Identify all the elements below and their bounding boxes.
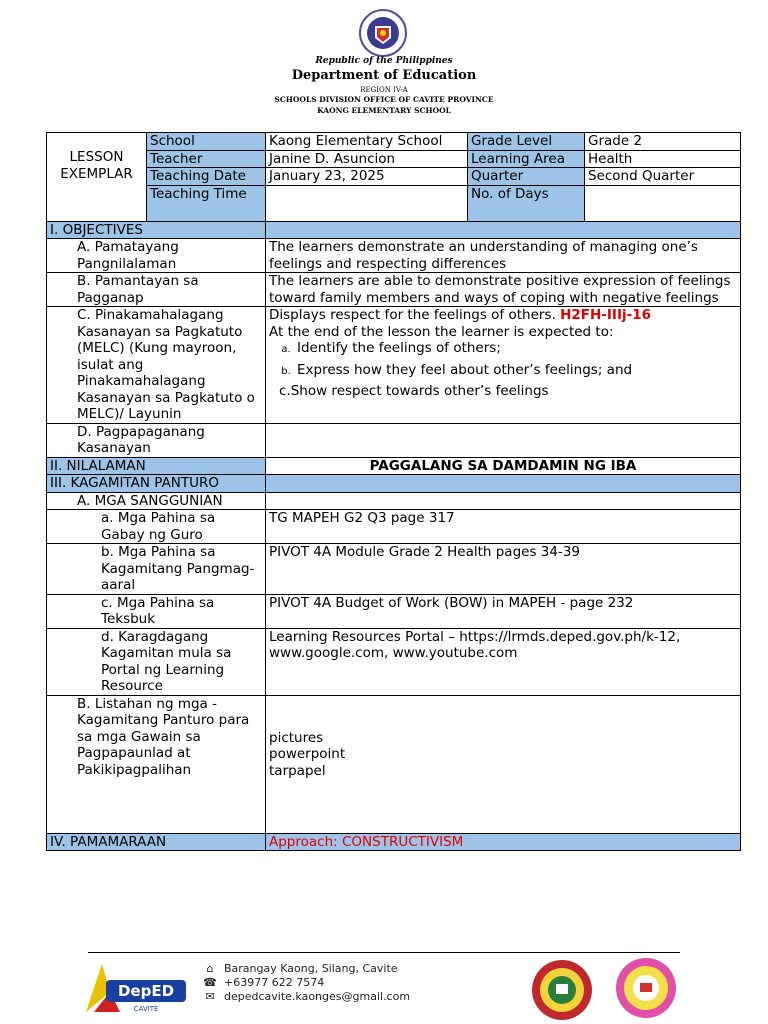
no-of-days-label: No. of Days bbox=[468, 185, 585, 221]
nilalaman-value: PAGGALANG SA DAMDAMIN NG IBA bbox=[266, 457, 741, 475]
karagdagang-label: d. Karagdagang Kagamitan mula sa Portal ng Learning Resource bbox=[47, 628, 266, 695]
teacher-value: Janine D. Asuncion bbox=[266, 150, 468, 168]
footer-email: depedcavite.kaonges@gmail.com bbox=[224, 990, 411, 1003]
department-title: Department of Education bbox=[291, 68, 477, 83]
teksbuk-value: PIVOT 4A Budget of Work (BOW) in MAPEH - page 232 bbox=[266, 594, 741, 628]
republic-title: Republic of the Philippines bbox=[315, 56, 453, 66]
footer-phone: +63977 622 7574 bbox=[224, 976, 325, 989]
sanggunian-label: A. MGA SANGGUNIAN bbox=[47, 492, 266, 510]
school-seal-logo bbox=[530, 958, 594, 1022]
pangmag-aaral-label: b. Mga Pahina sa Kagamitang Pangmag-aaral bbox=[47, 544, 266, 595]
quarter-value: Second Quarter bbox=[585, 168, 741, 186]
footer-contact bbox=[202, 962, 410, 1004]
deped-cavite-logo bbox=[80, 962, 190, 1014]
pagpapaganang-value bbox=[266, 423, 741, 457]
pamantayan-label: B. Pamantayan sa Pagganap bbox=[47, 273, 266, 307]
teaching-time-label: Teaching Time bbox=[147, 185, 266, 221]
logo-text: DepED bbox=[117, 982, 175, 1000]
footer-divider bbox=[88, 952, 680, 953]
pamamaraan-heading: IV. PAMAMARAAN bbox=[47, 833, 266, 851]
teaching-time-value bbox=[266, 185, 468, 221]
list-item: a. Identify the feelings of others; bbox=[281, 340, 501, 356]
lesson-exemplar-label: LESSON EXEMPLAR bbox=[47, 133, 147, 222]
grade-level-label: Grade Level bbox=[468, 133, 585, 151]
list-item: pictures bbox=[269, 729, 324, 746]
learning-area-value: Health bbox=[585, 150, 741, 168]
gabay-value: TG MAPEH G2 Q3 page 317 bbox=[266, 510, 741, 544]
teaching-date-value: January 23, 2025 bbox=[266, 168, 468, 186]
karagdagang-value: Learning Resources Portal – https://lrmds.deped.gov.ph/k-12, www.google.com, www.youtube.com bbox=[266, 628, 741, 695]
school-label: School bbox=[147, 133, 266, 151]
listahan-value bbox=[266, 695, 741, 833]
teacher-label: Teacher bbox=[147, 150, 266, 168]
list-item: b. Express how they feel about other’s feelings; and bbox=[281, 361, 633, 378]
teksbuk-label: c. Mga Pahina sa Teksbuk bbox=[47, 594, 266, 628]
melc-intro: At the end of the lesson the learner is expected to: bbox=[269, 323, 614, 340]
school-badge-logo bbox=[607, 956, 685, 1020]
deped-seal-logo bbox=[353, 8, 413, 58]
phone-icon: ☎ bbox=[203, 976, 217, 989]
pangmag-aaral-value: PIVOT 4A Module Grade 2 Health pages 34-39 bbox=[266, 544, 741, 595]
region-text: REGION IV-A bbox=[360, 86, 408, 94]
grade-level-value: Grade 2 bbox=[585, 133, 741, 151]
learning-area-label: Learning Area bbox=[468, 150, 585, 168]
lesson-exemplar-table bbox=[46, 132, 741, 851]
location-pin-icon: ⌂ bbox=[206, 962, 214, 975]
envelope-icon: ✉ bbox=[205, 990, 215, 1003]
footer-address: Barangay Kaong, Silang, Cavite bbox=[224, 962, 398, 975]
melc-code: H2FH-IIIj-16 bbox=[560, 307, 651, 323]
pagpapaganang-label: D. Pagpapaganang Kasanayan bbox=[47, 423, 266, 457]
pamamaraan-value: Approach: CONSTRUCTIVISM bbox=[266, 833, 741, 851]
kagamitan-heading: III. KAGAMITAN PANTURO bbox=[47, 475, 266, 493]
division-text: SCHOOLS DIVISION OFFICE OF CAVITE PROVINCE bbox=[274, 95, 494, 104]
nilalaman-heading: II. NILALAMAN bbox=[47, 457, 266, 475]
quarter-label: Quarter bbox=[468, 168, 585, 186]
listahan-label: B. Listahan ng mga - Kagamitang Panturo para sa mga Gawain sa Pagpapaunlad at Pakikipagpalihan bbox=[47, 695, 266, 833]
pamatayang-value: The learners demonstrate an understanding of managing one’s feelings and respecting differences bbox=[266, 239, 741, 273]
list-item: tarpapel bbox=[269, 762, 326, 779]
school-value: Kaong Elementary School bbox=[266, 133, 468, 151]
melc-label: C. Pinakamahalagang Kasanayan sa Pagkatuto (MELC) (Kung mayroon, isulat ang Pinakamahalagang Kasanayan sa Pagkatuto o MELC)/ Layunin bbox=[47, 307, 266, 424]
list-item: powerpoint bbox=[269, 746, 346, 762]
school-name-header: KAONG ELEMENTARY SCHOOL bbox=[317, 106, 451, 115]
melc-value-cell bbox=[266, 307, 741, 424]
no-of-days-value bbox=[585, 185, 741, 221]
melc-objective-list bbox=[269, 340, 737, 400]
list-item: c.Show respect towards other’s feelings bbox=[279, 383, 549, 399]
melc-value: Displays respect for the feelings of others. bbox=[269, 307, 556, 323]
pamantayan-value: The learners are able to demonstrate positive expression of feelings toward family members and ways of coping with negative feelings bbox=[266, 273, 741, 307]
logo-sub-text: CAVITE bbox=[133, 1005, 159, 1013]
teaching-date-label: Teaching Date bbox=[147, 168, 266, 186]
objectives-heading: I. OBJECTIVES bbox=[47, 221, 266, 239]
pamatayang-label: A. Pamatayang Pangnilalaman bbox=[47, 239, 266, 273]
gabay-label: a. Mga Pahina sa Gabay ng Guro bbox=[47, 510, 266, 544]
